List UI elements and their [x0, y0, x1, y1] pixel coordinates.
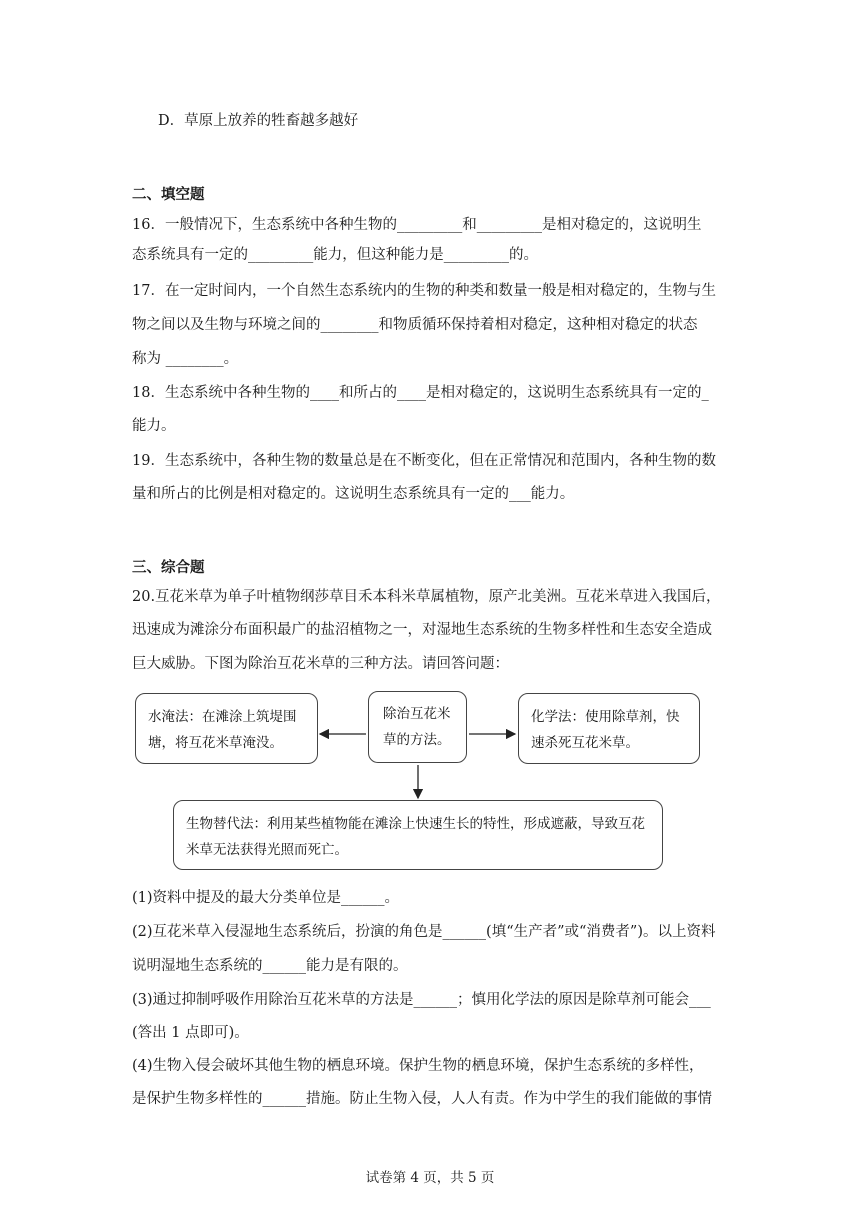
diagram-right-line-2: 速杀死互花米草。	[531, 735, 639, 751]
question-20-line-1: 20.互花米草为单子叶植物纲莎草目禾本科米草属植物，原产北美洲。互花米草进入我国后，	[132, 589, 721, 605]
question-16-line-2: 态系统具有一定的_________能力，但这种能力是_________的。	[132, 247, 538, 263]
question-20-line-2: 迅速成为滩涂分布面积最广的盐沼植物之一，对湿地生态系统的生物多样性和生态安全造成	[132, 622, 712, 638]
diagram-left-line-1: 水淹法：在滩涂上筑堤围	[148, 709, 297, 725]
diagram-center-line-1: 除治互花米	[383, 706, 451, 722]
diagram-left-line-2: 塘，将互花米草淹没。	[148, 735, 283, 751]
part-3-line-2: (答出 1 点即可)。	[132, 1025, 249, 1041]
part-3-line-1: (3)通过抑制呼吸作用除治互花米草的方法是______；慎用化学法的原因是除草剂可能会___	[132, 992, 711, 1008]
part-4-line-2: 是保护生物多样性的______措施。防止生物入侵，人人有责。作为中学生的我们能做的事情	[132, 1091, 712, 1107]
question-17-line-1: 17．在一定时间内，一个自然生态系统内的生物的种类和数量一般是相对稳定的，生物与生	[132, 283, 716, 299]
diagram-bottom-line-1: 生物替代法：利用某些植物能在滩涂上快速生长的特性，形成遮蔽，导致互花	[186, 816, 645, 832]
diagram-bottom-line-2: 米草无法获得光照而死亡。	[186, 842, 348, 858]
option-d: D．草原上放养的牲畜越多越好	[158, 113, 359, 129]
diagram-center-line-2: 草的方法。	[383, 732, 451, 748]
question-17-line-3: 称为 ________。	[132, 351, 239, 367]
question-18-line-2: 能力。	[132, 418, 176, 434]
diagram-right-line-1: 化学法：使用除草剂，快	[531, 709, 680, 725]
question-18-line-1: 18．生态系统中各种生物的____和所占的____是相对稳定的，这说明生态系统具有一定的_	[132, 385, 709, 401]
question-16-line-1: 16．一般情况下，生态系统中各种生物的_________和_________是相对稳定的，这说明生	[132, 217, 702, 233]
question-17-line-2: 物之间以及生物与环境之间的________和物质循环保持着相对稳定，这种相对稳定的状态	[132, 317, 698, 333]
section-3-heading: 三、综合题	[132, 560, 205, 576]
page-footer: 试卷第 4 页，共 5 页	[365, 1170, 495, 1186]
part-1: (1)资料中提及的最大分类单位是______。	[132, 890, 400, 906]
part-2-line-2: 说明湿地生态系统的______能力是有限的。	[132, 958, 408, 974]
section-2-heading: 二、填空题	[132, 187, 205, 203]
question-20-line-3: 巨大威胁。下图为除治互花米草的三种方法。请回答问题：	[132, 656, 509, 672]
part-2-line-1: (2)互花米草入侵湿地生态系统后，扮演的角色是______(填“生产者”或“消费者”)。以上资料	[132, 924, 716, 940]
question-19-line-1: 19．生态系统中，各种生物的数量总是在不断变化，但在正常情况和范围内，各种生物的数	[132, 453, 716, 469]
question-19-line-2: 量和所占的比例是相对稳定的。这说明生态系统具有一定的___能力。	[132, 486, 575, 502]
part-4-line-1: (4)生物入侵会破坏其他生物的栖息环境。保护生物的栖息环境，保护生态系统的多样性，	[132, 1058, 704, 1074]
